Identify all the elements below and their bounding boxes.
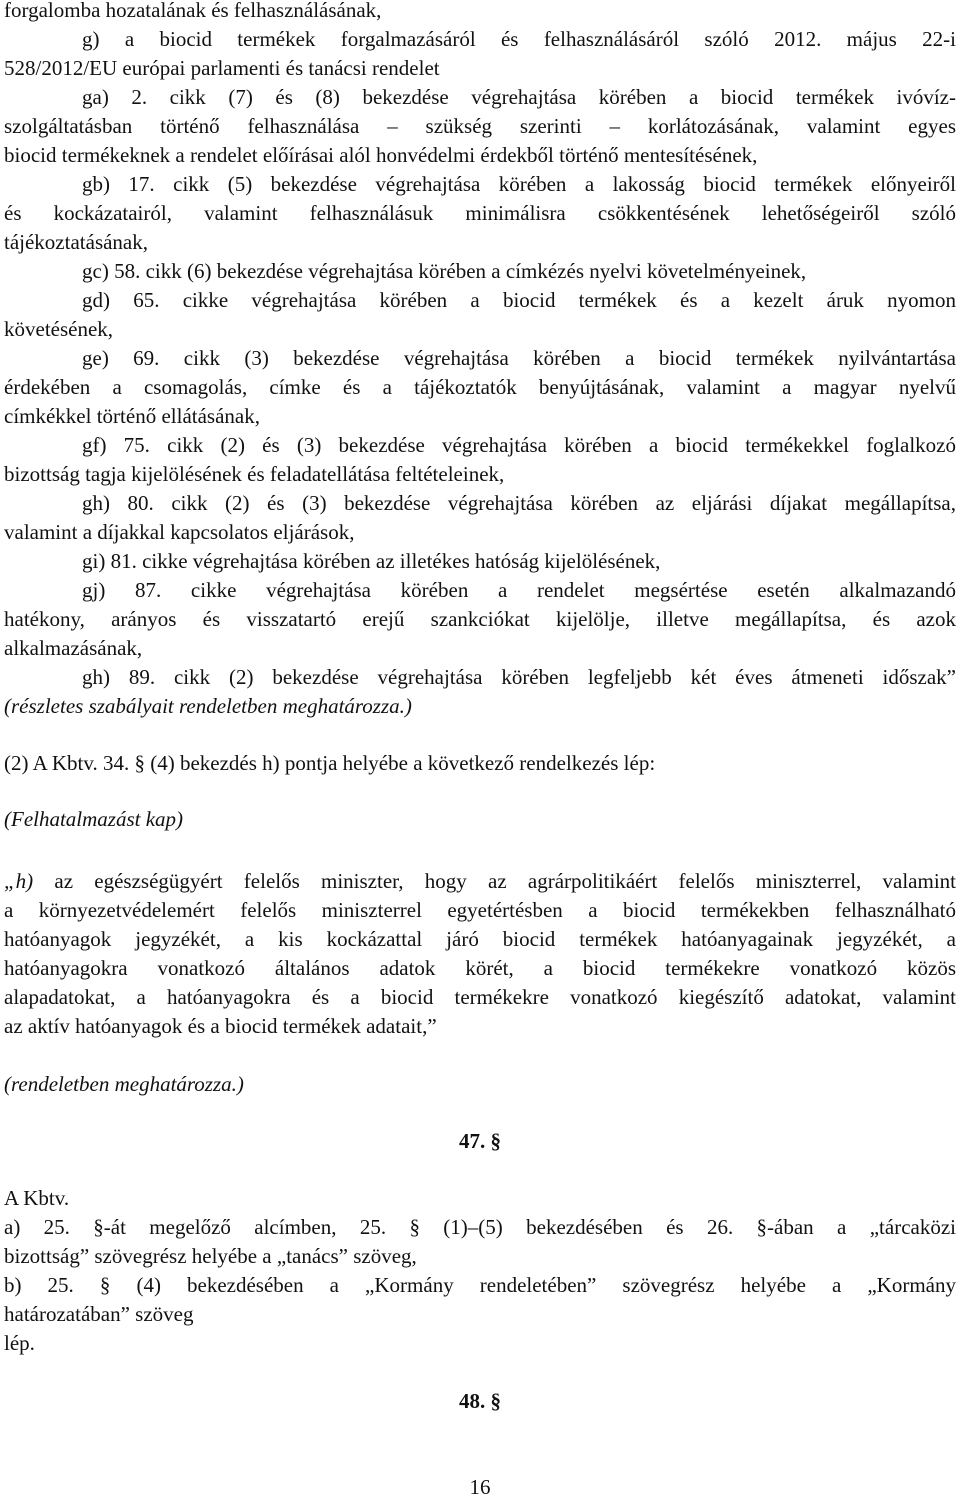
text-line: bizottság tagja kijelölésének és feladatellátása feltételeinek, [4, 462, 505, 486]
list-item-ga: ga) 2. cikk (7) és (8) bekezdése végrehajtása körében a biocid termékek ivóvíz- [82, 85, 956, 109]
h-paragraph-line: hatóanyagokra vonatkozó általános adatok körét, a biocid termékekre vonatkozó közös [4, 956, 956, 980]
list-item-gh-89: gh) 89. cikk (2) bekezdése végrehajtása körében legfeljebb két éves átmeneti időszak” [82, 665, 956, 689]
h-paragraph-line: „h) az egészségügyért felelős miniszter, hogy az agrárpolitikáért felelős miniszterrel, valamint [4, 869, 956, 893]
section-heading-48: 48. § [459, 1389, 501, 1413]
lep-text: lép. [4, 1331, 35, 1355]
text-line: valamint a díjakkal kapcsolatos eljárások, [4, 520, 355, 544]
text-line: hatékony, arányos és visszatartó erejű szankciókat kijelölje, illetve megállapítsa, és azok [4, 607, 956, 631]
text-line: alkalmazásának, [4, 636, 143, 660]
page-number: 16 [469, 1475, 491, 1499]
text-line: tájékoztatásának, [4, 230, 149, 254]
closing-parenthetical: (részletes szabályait rendeletben meghatározza.) [4, 694, 412, 718]
rendeletben-note: (rendeletben meghatározza.) [4, 1072, 244, 1096]
h-paragraph-line: hatóanyagok jegyzékét, a kis kockázattal járó biocid termékek hatóanyagainak jegyzékét, a [4, 927, 956, 951]
list-item-gc: gc) 58. cikk (6) bekezdése végrehajtása körében a címkézés nyelvi követelményeinek, [82, 259, 807, 283]
list-item-gd: gd) 65. cikke végrehajtása körében a biocid termékek és a kezelt áruk nyomon [82, 288, 956, 312]
list-item-g: g) a biocid termékek forgalmazásáról és felhasználásáról szóló 2012. május 22-i [82, 27, 956, 51]
point-b-line: határozatában” szöveg [4, 1302, 194, 1326]
text-line: követésének, [4, 317, 114, 341]
text-line: forgalomba hozatalának és felhasználásának, [4, 0, 382, 22]
list-item-gj: gj) 87. cikke végrehajtása körében a rendelet megsértése esetén alkalmazandó [82, 578, 956, 602]
list-item-ge: ge) 69. cikk (3) bekezdése végrehajtása körében a biocid termékek nyilvántartása [82, 346, 956, 370]
section-heading-47: 47. § [459, 1129, 501, 1153]
point-a-line: a) 25. §-át megelőző alcímben, 25. § (1)–(5) bekezdésében és 26. §-ában a „tárcaközi [4, 1215, 956, 1239]
amendment-paragraph-2: (2) A Kbtv. 34. § (4) bekezdés h) pontja helyébe a következő rendelkezés lép: [4, 751, 656, 775]
h-paragraph-line: alapadatokat, a hatóanyagokra és a biocid termékekre vonatkozó kiegészítő adatokat, valamint [4, 985, 956, 1009]
text-line: érdekében a csomagolás, címke és a tájékoztatók benyújtásának, valamint a magyar nyelvű [4, 375, 956, 399]
list-item-gh: gh) 80. cikk (2) és (3) bekezdése végrehajtása körében az eljárási díjakat megállapítsa, [82, 491, 956, 515]
text-line: szolgáltatásban történő felhasználása – szükség szerinti – korlátozásának, valamint egyes [4, 114, 956, 138]
text-line: 528/2012/EU európai parlamenti és tanácsi rendelet [4, 56, 440, 80]
text-line: biocid termékeknek a rendelet előírásai alól honvédelmi érdekből történő mentesítésének, [4, 143, 758, 167]
h-prefix: „h) [4, 869, 34, 893]
list-item-gb: gb) 17. cikk (5) bekezdése végrehajtása körében a lakosság biocid termékek előnyeiről [82, 172, 956, 196]
list-item-gf: gf) 75. cikk (2) és (3) bekezdése végrehajtása körében a biocid termékekkel foglalkozó [82, 433, 956, 457]
kbtv-intro: A Kbtv. [4, 1186, 70, 1210]
h-paragraph-line: a környezetvédelemért felelős miniszterrel egyetértésben a biocid termékekben felhasználható [4, 898, 956, 922]
point-b-line: b) 25. § (4) bekezdésében a „Kormány rendeletében” szövegrész helyébe a „Kormány [4, 1273, 956, 1297]
point-a-line: bizottság” szövegrész helyébe a „tanács” szöveg, [4, 1244, 417, 1268]
h-paragraph-line: az aktív hatóanyagok és a biocid termékek adatait,” [4, 1014, 437, 1038]
text-line: és kockázatairól, valamint felhasználásuk minimálisra csökkentésének lehetőségeiről szóló [4, 201, 956, 225]
text-line: címkékkel történő ellátásának, [4, 404, 260, 428]
felhatalmazas-heading: (Felhatalmazást kap) [4, 807, 184, 831]
list-item-gi: gi) 81. cikke végrehajtása körében az illetékes hatóság kijelölésének, [82, 549, 661, 573]
